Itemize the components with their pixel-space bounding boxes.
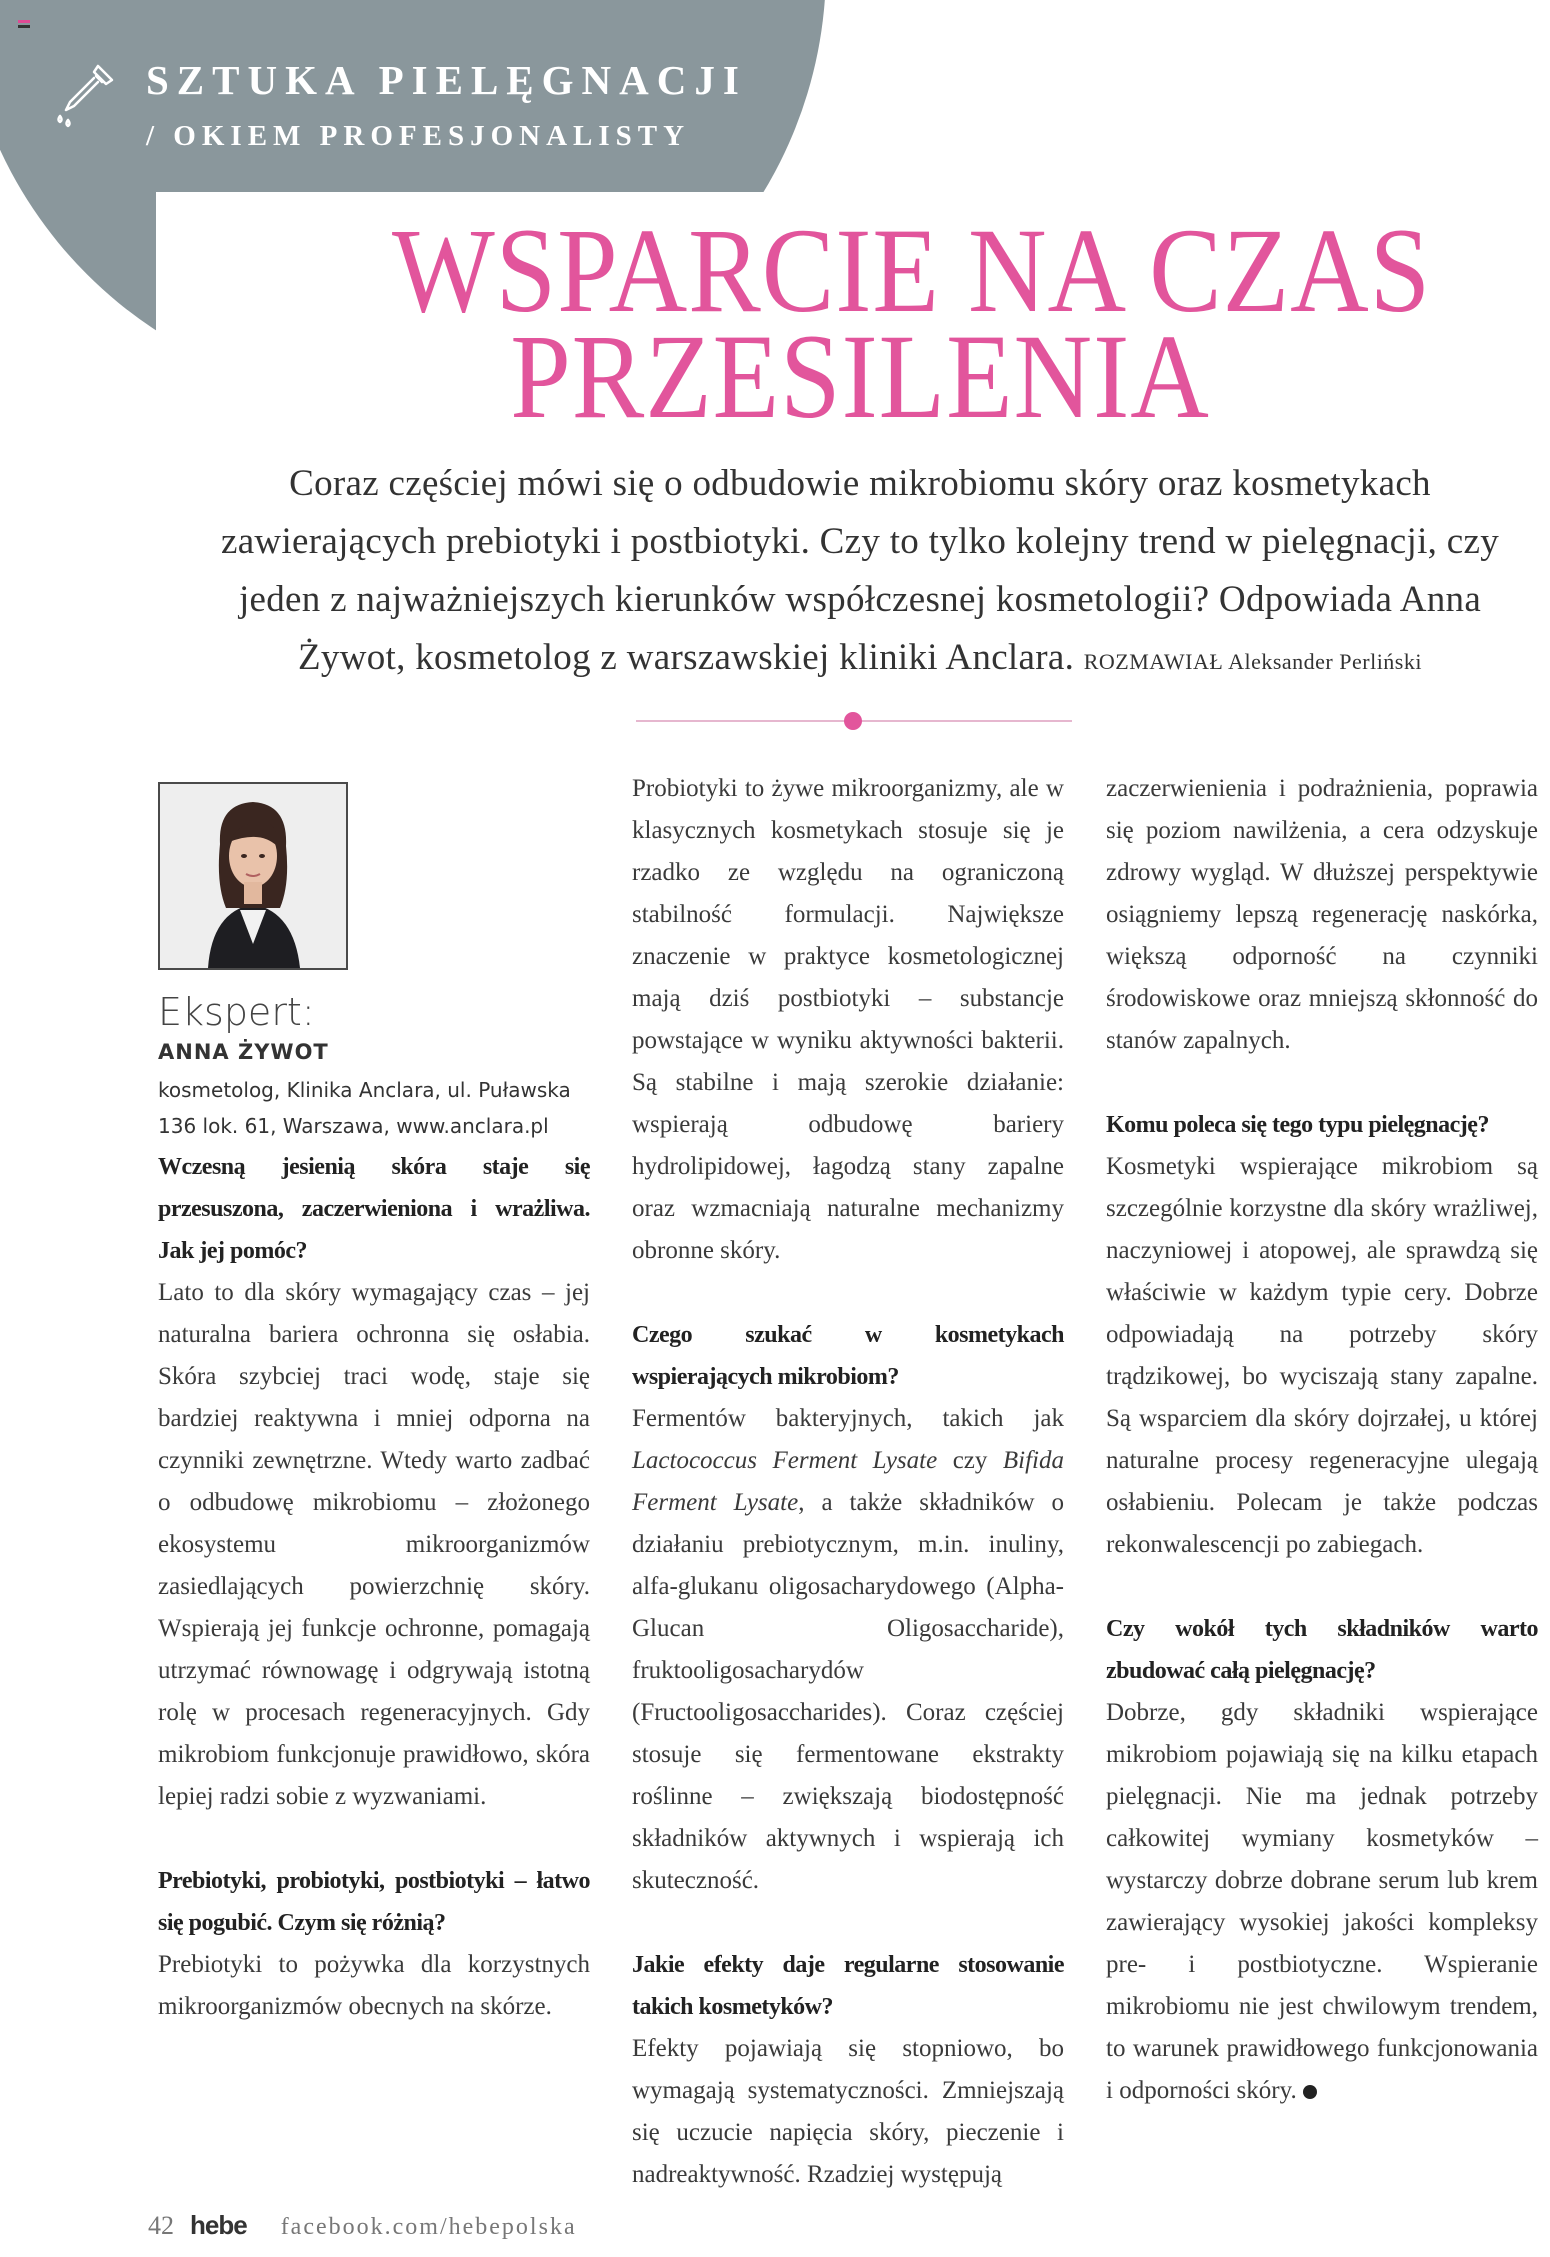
article-column-3 <box>1106 768 1538 2112</box>
expert-heading: Ekspert: <box>158 990 315 1034</box>
corner-flag-icon <box>18 20 30 30</box>
article-column-2 <box>632 768 1064 2196</box>
expert-description: kosmetolog, Klinika Anclara, ul. Puławska 136 lok. 61, Warszawa, www.anclara.pl <box>158 1078 571 1138</box>
lead-text: Coraz częściej mówi się o odbudowie mikrobiomu skóry oraz kosmetykach zawierających prebiotyki i postbiotyki. Czy to tylko kolejny trend w pielęgnacji, czy jeden z najważniejszych kierunków współczesnej kosmetologii? Odpowiada Anna Żywot, kosmetolog z warszawskiej kliniki Anclara. <box>220 463 1499 678</box>
question-1: Wczesną jesienią skóra staje się przesuszona, zaczerwieniona i wrażliwa. Jak jej pomóc? <box>158 1154 590 1264</box>
ingredient-name: Lactococcus Ferment Lysate <box>632 1447 938 1474</box>
portrait-illustration <box>160 784 346 968</box>
answer-5: Kosmetyki wspierające mikrobiom są szczególnie korzystne dla skóry wrażliwej, naczyniowej i atopowej, ale sprawdzą się właściwie w każdym typie cery. Dobrze odpowiadają na potrzeby skóry trądzikowej, bo wyciszają stany zapalne. Są wsparciem dla skóry dojrzałej, u której naturalne procesy regeneracyjne ulegają osłabieniu. Polecam je także podczas rekonwalescencji po zabiegach. <box>1106 1153 1538 1558</box>
section-subtitle: / OKIEM PROFESJONALISTY <box>146 120 691 152</box>
question-2: Prebiotyki, probiotyki, postbiotyki – łatwo się pogubić. Czym się różnią? <box>158 1868 590 1936</box>
section-title: SZTUKA PIELĘGNACJI <box>146 57 747 103</box>
page-footer <box>148 2210 577 2246</box>
page-number: 42 <box>148 2211 174 2240</box>
headline-line-2: PRZESILENIA <box>510 310 1210 444</box>
answer-4-part-1: Efekty pojawiają się stopniowo, bo wymagają systematyczności. Zmniejszają się uczucie napięcia skóry, pieczenie i nadreaktywność. Rzadziej występują <box>632 2035 1064 2188</box>
article-headline <box>392 204 1432 444</box>
answer-2-part-2: Probiotyki to żywe mikroorganizmy, ale w klasycznych kosmetykach stosuje się je rzadko ze względu na ograniczoną stabilność formulacji. Największe znaczenie w praktyce kosmetologicznej mają dziś postbiotyki – substancje powstające w wyniku aktywności bakterii. Są stabilne i mają szerokie działanie: wspierają odbudowę bariery hydrolipidowej, łagodzą stany zapalne oraz wzmacniają naturalne mechanizmy obronne skóry. <box>632 775 1064 1264</box>
article-column-1 <box>158 1146 590 2028</box>
answer-3: Fermentów bakteryjnych, takich jak Lactococcus Ferment Lysate czy Bifida Ferment Lysate, a także składników o działaniu prebiotycznym, m.in. inuliny, alfa-glukanu oligosacharydowego (Alpha-Glucan Oligosaccharide), fruktooligosacharydów (Fructooligosaccharides). Coraz częściej stosuje się fermentowane ekstrakty roślinne – zwiększają biodostępność składników aktywnych i wspierają ich skuteczność. <box>632 1405 1064 1894</box>
expert-name: ANNA ŻYWOT <box>158 1040 329 1064</box>
dropper-icon <box>48 58 120 130</box>
question-3: Czego szukać w kosmetykach wspierających mikrobiom? <box>632 1322 1064 1390</box>
ingredient-name: Bifida Ferment Lysate <box>632 1447 1064 1516</box>
question-4: Jakie efekty daje regularne stosowanie takich kosmetyków? <box>632 1952 1064 2020</box>
article-lead <box>185 455 1535 691</box>
facebook-link[interactable]: facebook.com/hebepolska <box>280 2214 577 2240</box>
answer-1: Lato to dla skóry wymagający czas – jej naturalna bariera ochronna się osłabia. Skóra szybciej traci wodę, staje się bardziej reaktywna i mniej odporna na czynniki zewnętrzne. Wtedy warto zadbać o odbudowę mikrobiomu – złożonego ekosystemu mikroorganizmów zasiedlających powierzchnię skóry. Wspierają jej funkcje ochronne, pomagają utrzymać równowagę i odgrywają istotną rolę w procesach regeneracyjnych. Gdy mikrobiom funkcjonuje prawidłowo, skóra lepiej radzi sobie z wyzwaniami. <box>158 1279 590 1810</box>
answer-2-part-1: Prebiotyki to pożywka dla korzystnych mikroorganizmów obecnych na skórze. <box>158 1951 590 2020</box>
answer-6: Dobrze, gdy składniki wspierające mikrobiom pojawiają się na kilku etapach pielęgnacji. Nie ma jednak potrzeby całkowitej wymiany kosmetyków – wystarczy dobrze dobrane serum lub krem zawierający wysokiej jakości kompleksy pre- i postbiotyczne. Wspieranie mikrobiomu nie jest chwilowym trendem, to warunek prawidłowego funkcjonowania i odporności skóry. <box>1106 1699 1538 2104</box>
interview-credit: ROZMAWIAŁ Aleksander Perliński <box>1083 649 1422 674</box>
answer-4-part-2: zaczerwienienia i podrażnienia, poprawia się poziom nawilżenia, a cera odzyskuje zdrowy wygląd. W dłuższej perspektywie osiągniemy lepszą regenerację naskórka, większą odporność na czynniki środowiskowe oraz mniejszą skłonność do stanów zapalnych. <box>1106 775 1538 1054</box>
brand-logo: hebe <box>190 2210 247 2240</box>
question-6: Czy wokół tych składników warto zbudować całą pielęgnację? <box>1106 1616 1538 1684</box>
divider-dot-icon <box>844 712 862 730</box>
headline-line-1: WSPARCIE NA CZAS <box>392 204 1432 338</box>
question-5: Komu poleca się tego typu pielęgnację? <box>1106 1112 1489 1138</box>
end-of-article-icon <box>1303 2085 1317 2099</box>
expert-photo <box>158 782 348 970</box>
